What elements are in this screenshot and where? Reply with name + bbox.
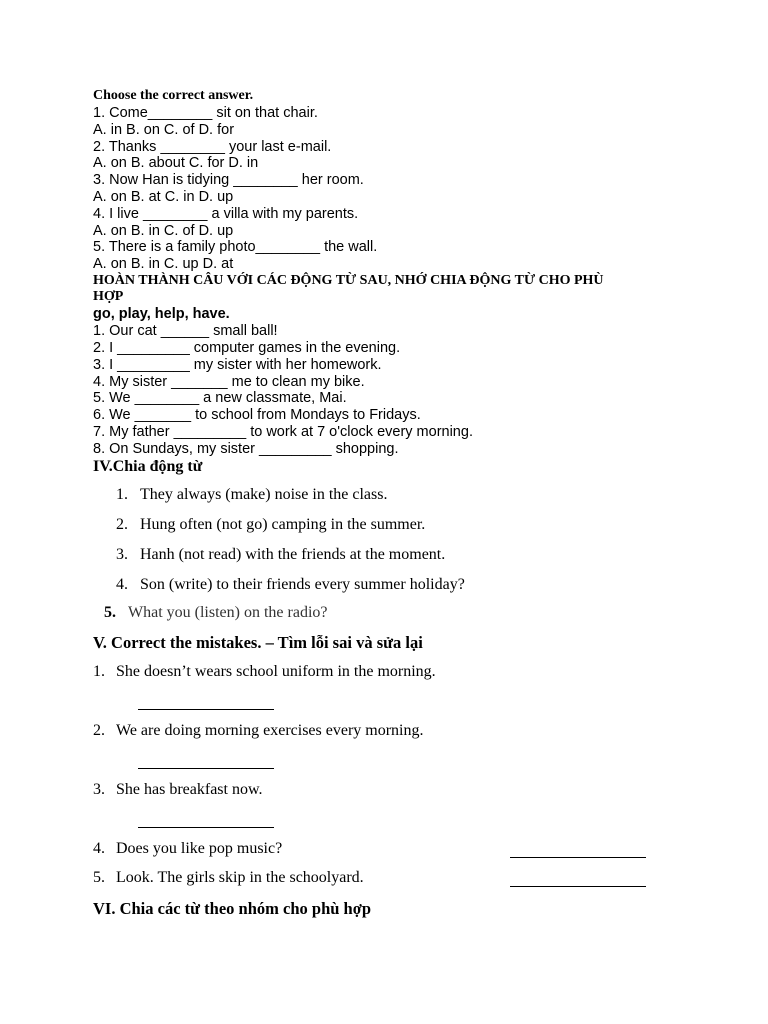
part2-heading-line1: HOÀN THÀNH CÂU VỚI CÁC ĐỘNG TỪ SAU, NHỚ CHIA ĐỘNG TỪ CHO PHÙ <box>93 273 604 288</box>
part5-item-text: We are doing morning exercises every morning. <box>116 722 424 739</box>
part1-line: 5. There is a family photo________ the wall. <box>93 239 378 255</box>
part1-line: A. on B. at C. in D. up <box>93 189 234 205</box>
part5-item-text: Does you like pop music? <box>116 840 283 857</box>
part5-item-number: 4. <box>93 840 105 857</box>
part4-item-number: 4. <box>116 576 128 593</box>
part4-item-text: Son (write) to their friends every summer holiday? <box>140 576 465 593</box>
part1-line: 3. Now Han is tidying ________ her room. <box>93 172 364 188</box>
part1-line: 1. Come________ sit on that chair. <box>93 105 318 121</box>
part4-heading: IV.Chia động từ <box>93 458 203 475</box>
part4-item-text: Hanh (not read) with the friends at the moment. <box>140 546 446 563</box>
part4-item-text: Hung often (not go) camping in the summer. <box>140 516 426 533</box>
answer-blank[interactable] <box>510 857 646 858</box>
part1-line: 2. Thanks ________ your last e-mail. <box>93 139 332 155</box>
answer-blank[interactable] <box>138 827 274 828</box>
answer-blank[interactable] <box>138 709 274 710</box>
part2-line: 2. I _________ computer games in the evening. <box>93 340 401 356</box>
answer-blank[interactable] <box>510 886 646 887</box>
part1-line: A. on B. about C. for D. in <box>93 155 259 171</box>
part1-line: A. in B. on C. of D. for <box>93 122 235 138</box>
part5-item-text: She has breakfast now. <box>116 781 263 798</box>
verb-list: go, play, help, have. <box>93 306 230 322</box>
part2-line: 1. Our cat ______ small ball! <box>93 323 278 339</box>
part2-line: 6. We _______ to school from Mondays to Fridays. <box>93 407 421 423</box>
part1-line: A. on B. in C. of D. up <box>93 223 234 239</box>
part5-item-number: 2. <box>93 722 105 739</box>
part5-item-number: 3. <box>93 781 105 798</box>
part5-item-number: 1. <box>93 663 105 680</box>
part4-item-number: 2. <box>116 516 128 533</box>
part1-heading: Choose the correct answer. <box>93 88 254 103</box>
part2-line: 4. My sister _______ me to clean my bike. <box>93 374 365 390</box>
part2-line: 8. On Sundays, my sister _________ shopping. <box>93 441 399 457</box>
part4-item-number: 3. <box>116 546 128 563</box>
answer-blank[interactable] <box>138 768 274 769</box>
part2-line: 3. I _________ my sister with her homework. <box>93 357 382 373</box>
part4-item-number: 5. <box>104 604 116 621</box>
part2-heading-line2: HỢP <box>93 289 124 304</box>
part5-item-text: Look. The girls skip in the schoolyard. <box>116 869 364 886</box>
part4-item-text: What you (listen) on the radio? <box>128 604 328 621</box>
part2-line: 5. We ________ a new classmate, Mai. <box>93 390 347 406</box>
part4-item-text: They always (make) noise in the class. <box>140 486 388 503</box>
part5-item-number: 5. <box>93 869 105 886</box>
part4-item-number: 1. <box>116 486 128 503</box>
part5-heading: V. Correct the mistakes. – Tìm lỗi sai và sửa lại <box>93 633 423 652</box>
part6-heading: VI. Chia các từ theo nhóm cho phù hợp <box>93 899 372 918</box>
part1-line: A. on B. in C. up D. at <box>93 256 234 272</box>
part1-line: 4. I live ________ a villa with my parents. <box>93 206 359 222</box>
part5-item-text: She doesn’t wears school uniform in the morning. <box>116 663 436 680</box>
part2-line: 7. My father _________ to work at 7 o'clock every morning. <box>93 424 473 440</box>
